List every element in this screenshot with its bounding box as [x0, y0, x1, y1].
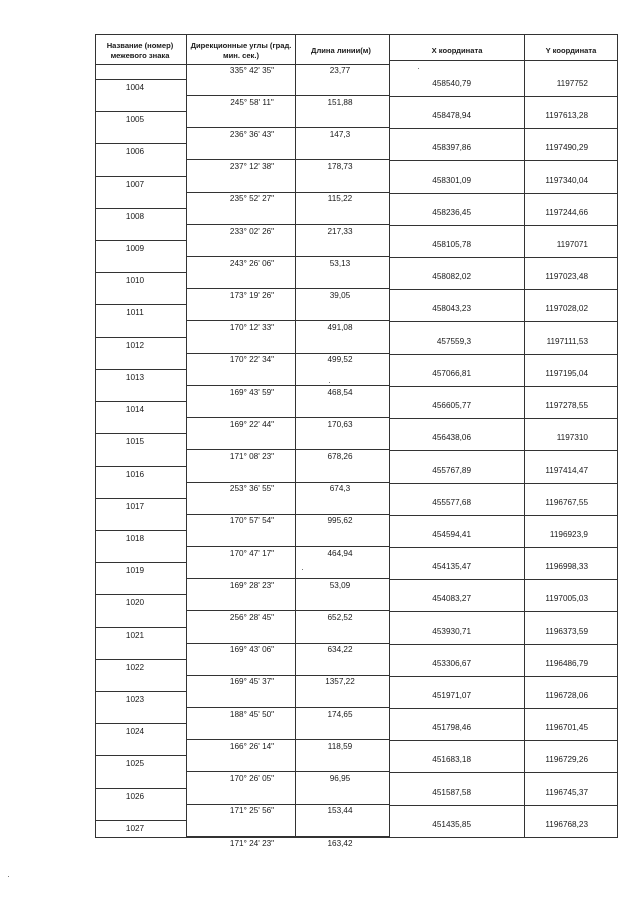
header-angle: Дирекционные углы (град. мин. сек.) — [190, 41, 292, 60]
segment-length: 1357,22 — [325, 677, 355, 687]
segment-length: 53,13 — [329, 258, 351, 268]
point-x: 458540,79 — [432, 79, 471, 88]
row-rule-right — [389, 547, 618, 548]
segment-angle: 169° 43' 06" — [229, 645, 275, 655]
row-rule-left — [95, 691, 186, 692]
row-rule-left — [95, 240, 186, 241]
point-name: 1020 — [125, 598, 145, 608]
row-rule-right — [389, 128, 618, 129]
segment-length: 118,59 — [327, 741, 353, 751]
grid-vertical-line — [524, 34, 525, 837]
row-rule-left — [186, 546, 389, 547]
point-x: 451683,18 — [432, 755, 471, 765]
point-y: 1196729,26 — [545, 755, 588, 765]
segment-angle: 243° 26' 06" — [229, 258, 275, 268]
row-rule-left — [95, 433, 186, 434]
row-rule-left — [186, 707, 389, 708]
point-name: 1017 — [125, 501, 145, 511]
row-rule-right — [389, 321, 618, 322]
row-rule-right — [389, 611, 618, 612]
segment-length: 652,52 — [327, 613, 353, 623]
point-x: 458397,86 — [432, 143, 471, 153]
segment-angle: 170° 57' 54" — [229, 516, 275, 526]
point-x: 456605,77 — [432, 401, 471, 411]
point-name: 1024 — [125, 727, 145, 737]
point-name: 1019 — [125, 566, 145, 576]
segment-angle: 245° 58' 11" — [230, 97, 274, 107]
segment-angle: 171° 08' 23" — [229, 452, 275, 461]
scan-speck — [418, 68, 419, 69]
point-y: 1197613,28 — [545, 111, 588, 121]
point-x: 455767,89 — [432, 465, 471, 475]
point-y: 1196768,23 — [545, 819, 588, 829]
row-rule-left — [95, 788, 186, 789]
row-rule-left — [95, 530, 186, 531]
header-name: Название (номер) межевого знака — [106, 41, 174, 60]
segment-length: 153,44 — [327, 806, 353, 816]
row-rule-left — [95, 143, 186, 144]
point-name: 1010 — [125, 276, 145, 286]
segment-angle: 171° 25' 56" — [229, 806, 275, 816]
row-rule-right — [389, 515, 618, 516]
row-rule-left — [95, 272, 186, 273]
segment-length: 217,33 — [327, 226, 353, 236]
segment-angle: 170° 26' 05" — [229, 774, 275, 784]
point-name: 1014 — [125, 405, 145, 415]
row-rule-right — [389, 386, 618, 387]
row-rule-left — [186, 643, 389, 644]
point-x: 457066,81 — [432, 368, 471, 378]
point-x: 457559,3 — [436, 336, 471, 346]
point-name: 1011 — [126, 308, 144, 318]
header-bottom-rule — [186, 64, 389, 65]
segment-angle: 233° 02' 26" — [229, 226, 275, 236]
point-x: 458043,23 — [432, 304, 471, 314]
segment-angle: 169° 43' 59" — [229, 387, 275, 397]
point-name: 1022 — [125, 662, 145, 672]
row-rule-left — [95, 562, 186, 563]
segment-angle: 169° 22' 44" — [229, 419, 275, 429]
row-rule-left — [95, 498, 186, 499]
row-rule-left — [186, 417, 389, 418]
row-rule-left — [186, 804, 389, 805]
point-x: 454135,47 — [432, 562, 471, 572]
row-rule-right — [389, 483, 618, 484]
segment-angle: 170° 22' 34" — [229, 355, 275, 365]
segment-length: 174,65 — [327, 709, 353, 719]
segment-length: 491,08 — [327, 323, 353, 333]
row-rule-right — [389, 450, 618, 451]
segment-angle: 173° 19' 26" — [229, 290, 275, 300]
row-rule-left — [95, 176, 186, 177]
point-y: 1197023,48 — [545, 272, 588, 282]
segment-angle: 236° 36' 43" — [229, 129, 275, 139]
point-y: 1196923,9 — [549, 529, 588, 539]
point-name: 1018 — [125, 533, 145, 543]
point-y: 1196998,33 — [545, 562, 588, 572]
row-rule-right — [389, 160, 618, 161]
point-y: 1196767,55 — [545, 497, 588, 507]
row-rule-right — [389, 772, 618, 773]
row-rule-left — [186, 771, 389, 772]
point-y: 1197310 — [556, 433, 588, 443]
point-y: 1197752 — [556, 79, 588, 88]
point-name: 1015 — [125, 437, 145, 447]
point-name: 1012 — [125, 340, 145, 350]
point-y: 1197195,04 — [545, 368, 588, 378]
segment-angle: 170° 12' 33" — [229, 323, 275, 333]
segment-length: 464,94 — [327, 548, 353, 558]
point-x: 458301,09 — [432, 175, 471, 185]
point-y: 1196373,59 — [545, 626, 588, 636]
scan-speck — [329, 382, 330, 383]
row-rule-right — [389, 837, 618, 838]
segment-length: 39,05 — [329, 290, 351, 300]
point-name: 1025 — [125, 759, 145, 769]
row-rule-left — [95, 304, 186, 305]
segment-angle: 169° 28' 23" — [229, 580, 275, 590]
row-rule-left — [186, 192, 389, 193]
row-rule-left — [186, 836, 389, 837]
grid-top-border — [95, 34, 618, 35]
header-bottom-rule — [389, 60, 618, 61]
scan-speck — [302, 569, 303, 570]
point-x: 458082,02 — [432, 272, 471, 282]
point-y: 1197071 — [556, 240, 588, 250]
segment-angle: 237° 12' 38" — [229, 162, 275, 172]
row-rule-right — [389, 740, 618, 741]
segment-length: 468,54 — [327, 387, 353, 397]
row-rule-left — [95, 723, 186, 724]
point-y: 1197278,55 — [545, 401, 588, 411]
point-name: 1008 — [125, 211, 145, 221]
row-rule-left — [186, 739, 389, 740]
segment-length: 163,42 — [327, 838, 353, 848]
row-rule-left — [95, 755, 186, 756]
point-name: 1021 — [125, 630, 145, 640]
point-x: 451971,07 — [432, 690, 471, 700]
segment-length: 678,26 — [327, 452, 353, 461]
row-rule-right — [389, 676, 618, 677]
point-name: 1023 — [125, 694, 145, 704]
row-rule-left — [95, 466, 186, 467]
row-rule-left — [186, 127, 389, 128]
point-x: 454594,41 — [432, 529, 471, 539]
row-rule-right — [389, 225, 618, 226]
point-x: 458478,94 — [432, 111, 471, 121]
point-name: 1009 — [125, 244, 145, 254]
scan-speck — [8, 876, 9, 877]
grid-vertical-line — [95, 34, 96, 837]
row-rule-left — [95, 594, 186, 595]
segment-length: 23,77 — [329, 65, 351, 75]
row-rule-right — [389, 418, 618, 419]
point-name: 1013 — [125, 372, 145, 382]
segment-angle: 169° 45' 37" — [229, 677, 275, 687]
row-rule-right — [389, 354, 618, 355]
row-rule-left — [186, 675, 389, 676]
point-x: 453930,71 — [432, 626, 471, 636]
row-rule-left — [186, 95, 389, 96]
row-rule-left — [186, 482, 389, 483]
row-rule-left — [186, 320, 389, 321]
row-rule-left — [186, 578, 389, 579]
point-name: 1006 — [125, 147, 145, 157]
row-rule-left — [95, 820, 186, 821]
point-name: 1007 — [125, 179, 145, 189]
point-name: 1027 — [125, 823, 145, 833]
row-rule-left — [95, 337, 186, 338]
row-rule-left — [186, 610, 389, 611]
row-rule-right — [389, 257, 618, 258]
segment-angle: 166° 26' 14" — [229, 741, 275, 751]
grid-vertical-line — [617, 34, 618, 837]
point-name: 1005 — [125, 115, 145, 125]
point-x: 453306,67 — [432, 658, 471, 668]
point-x: 451798,46 — [432, 723, 471, 733]
row-rule-left — [95, 369, 186, 370]
point-y: 1196745,37 — [545, 787, 588, 797]
segment-length: 674,3 — [329, 484, 351, 494]
segment-length: 995,62 — [327, 516, 353, 526]
point-x: 454083,27 — [432, 594, 471, 604]
point-x: 451435,85 — [432, 819, 471, 829]
segment-length: 499,52 — [327, 355, 353, 365]
point-name: 1016 — [125, 469, 145, 479]
segment-length: 151,88 — [327, 97, 353, 107]
header-y: Y координата — [545, 46, 597, 55]
row-rule-left — [186, 385, 389, 386]
point-name: 1004 — [125, 83, 145, 92]
row-rule-left — [186, 159, 389, 160]
row-rule-right — [389, 193, 618, 194]
point-y: 1196728,06 — [545, 690, 588, 700]
segment-angle: 235° 52' 27" — [229, 194, 275, 204]
segment-angle: 256° 28' 45" — [229, 613, 275, 623]
row-rule-right — [389, 708, 618, 709]
point-y: 1196486,79 — [545, 658, 588, 668]
segment-length: 634,22 — [327, 645, 353, 655]
segment-length: 53,09 — [329, 580, 351, 590]
header-length: Длина линии(м) — [311, 46, 371, 55]
row-rule-left — [95, 208, 186, 209]
point-y: 1196701,45 — [545, 723, 588, 733]
point-x: 451587,58 — [432, 787, 471, 797]
point-name: 1026 — [125, 791, 145, 801]
row-rule-left — [186, 514, 389, 515]
point-x: 455577,68 — [432, 497, 471, 507]
point-y: 1197414,47 — [545, 465, 588, 475]
point-x: 458105,78 — [432, 240, 471, 250]
segment-angle: 253° 36' 55" — [229, 484, 275, 494]
point-y: 1197005,03 — [545, 594, 588, 604]
segment-length: 178,73 — [327, 162, 353, 172]
row-rule-right — [389, 289, 618, 290]
point-y: 1197340,04 — [545, 175, 588, 185]
point-y: 1197111,53 — [546, 336, 588, 346]
row-rule-left — [95, 79, 186, 80]
grid-vertical-line — [295, 34, 296, 837]
row-rule-left — [186, 224, 389, 225]
row-rule-right — [389, 644, 618, 645]
row-rule-left — [186, 449, 389, 450]
segment-length: 170,63 — [327, 419, 353, 429]
point-x: 458236,45 — [432, 207, 471, 217]
row-rule-right — [389, 805, 618, 806]
point-y: 1197244,66 — [545, 207, 588, 217]
row-rule-right — [389, 579, 618, 580]
header-x: X координата — [431, 46, 483, 55]
point-x: 456438,06 — [432, 433, 471, 443]
row-rule-left — [95, 659, 186, 660]
row-rule-left — [186, 288, 389, 289]
segment-length: 147,3 — [329, 129, 351, 139]
segment-angle: 335° 42' 35" — [229, 65, 275, 75]
row-rule-left — [95, 401, 186, 402]
segment-angle: 188° 45' 50" — [229, 709, 275, 719]
row-rule-left — [95, 627, 186, 628]
header-bottom-rule — [95, 64, 186, 65]
point-y: 1197490,29 — [545, 143, 588, 153]
segment-angle: 171° 24' 23" — [229, 838, 275, 848]
point-y: 1197028,02 — [545, 304, 588, 314]
grid-vertical-line — [186, 34, 187, 837]
segment-angle: 170° 47' 17" — [229, 548, 275, 558]
segment-length: 96,95 — [329, 774, 351, 784]
segment-length: 115,22 — [327, 194, 353, 204]
row-rule-left — [186, 256, 389, 257]
row-rule-right — [389, 96, 618, 97]
grid-vertical-line — [389, 34, 390, 837]
row-rule-left — [95, 111, 186, 112]
row-rule-left — [186, 353, 389, 354]
